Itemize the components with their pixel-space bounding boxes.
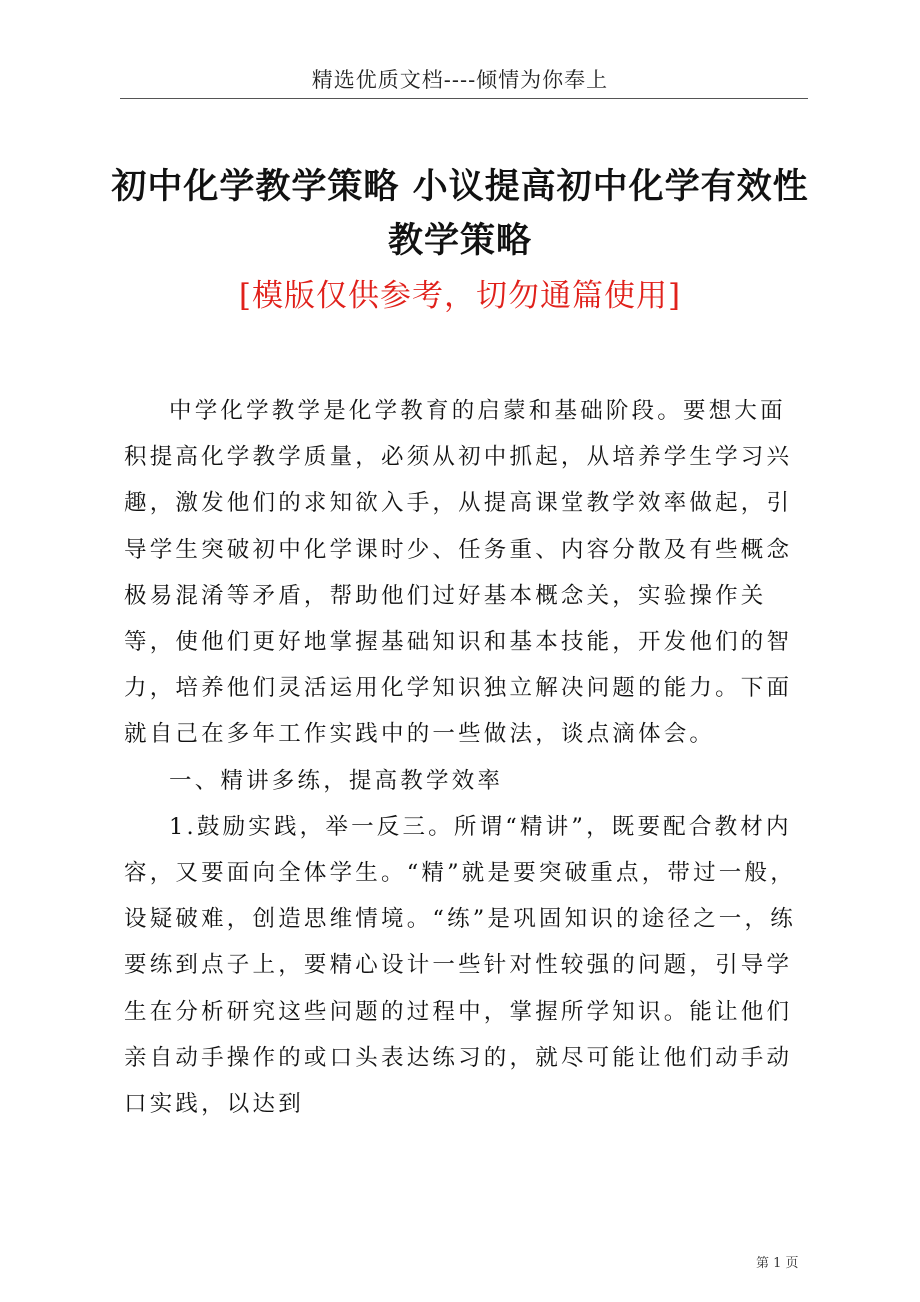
template-notice: [模版仅供参考，切勿通篇使用] — [238, 278, 682, 314]
title-line-2: 教学策略 — [387, 220, 532, 261]
section-heading-1: 一、精讲多练，提高教学效率 — [169, 767, 504, 794]
document-title — [100, 160, 820, 268]
paragraph-intro: 中学化学教学是化学教育的启蒙和基础阶段。要想大面积提高化学教学质量，必须从初中抓起，从培养学生学习兴趣，激发他们的求知欲入手，从提高课堂教学效率做起，引导学生突破初中化学课时少、任务重、内容分散及有些概念极易混淆等矛盾，帮助他们过好基本概念关，实验操作关等，使他们更好地掌握基础知识和基本技能，开发他们的智力，培养他们灵活运用化学知识独立解决问题的能力。下面就自己在多年工作实践中的一些做法，谈点滴体会。 — [124, 398, 793, 748]
document-body — [124, 388, 804, 1127]
page-number: 第 1 页 — [756, 1256, 799, 1271]
paragraph-1-1: 1.鼓励实践，举一反三。所谓“精讲”，既要配合教材内容，又要面向全体学生。“精”就是要突破重点，带过一般，设疑破难，创造思维情境。“练”是巩固知识的途径之一，练要练到点子上，要精心设计一些针对性较强的问题，引导学生在分析研究这些问题的过程中，掌握所学知识。能让他们亲自动手操作的或口头表达练习的，就尽可能让他们动手动口实践，以达到 — [124, 813, 796, 1118]
header-divider — [120, 98, 808, 99]
title-line-1: 初中化学教学策略 小议提高初中化学有效性 — [111, 166, 809, 207]
page-header-text: 精选优质文档----倾情为你奉上 — [311, 68, 609, 92]
